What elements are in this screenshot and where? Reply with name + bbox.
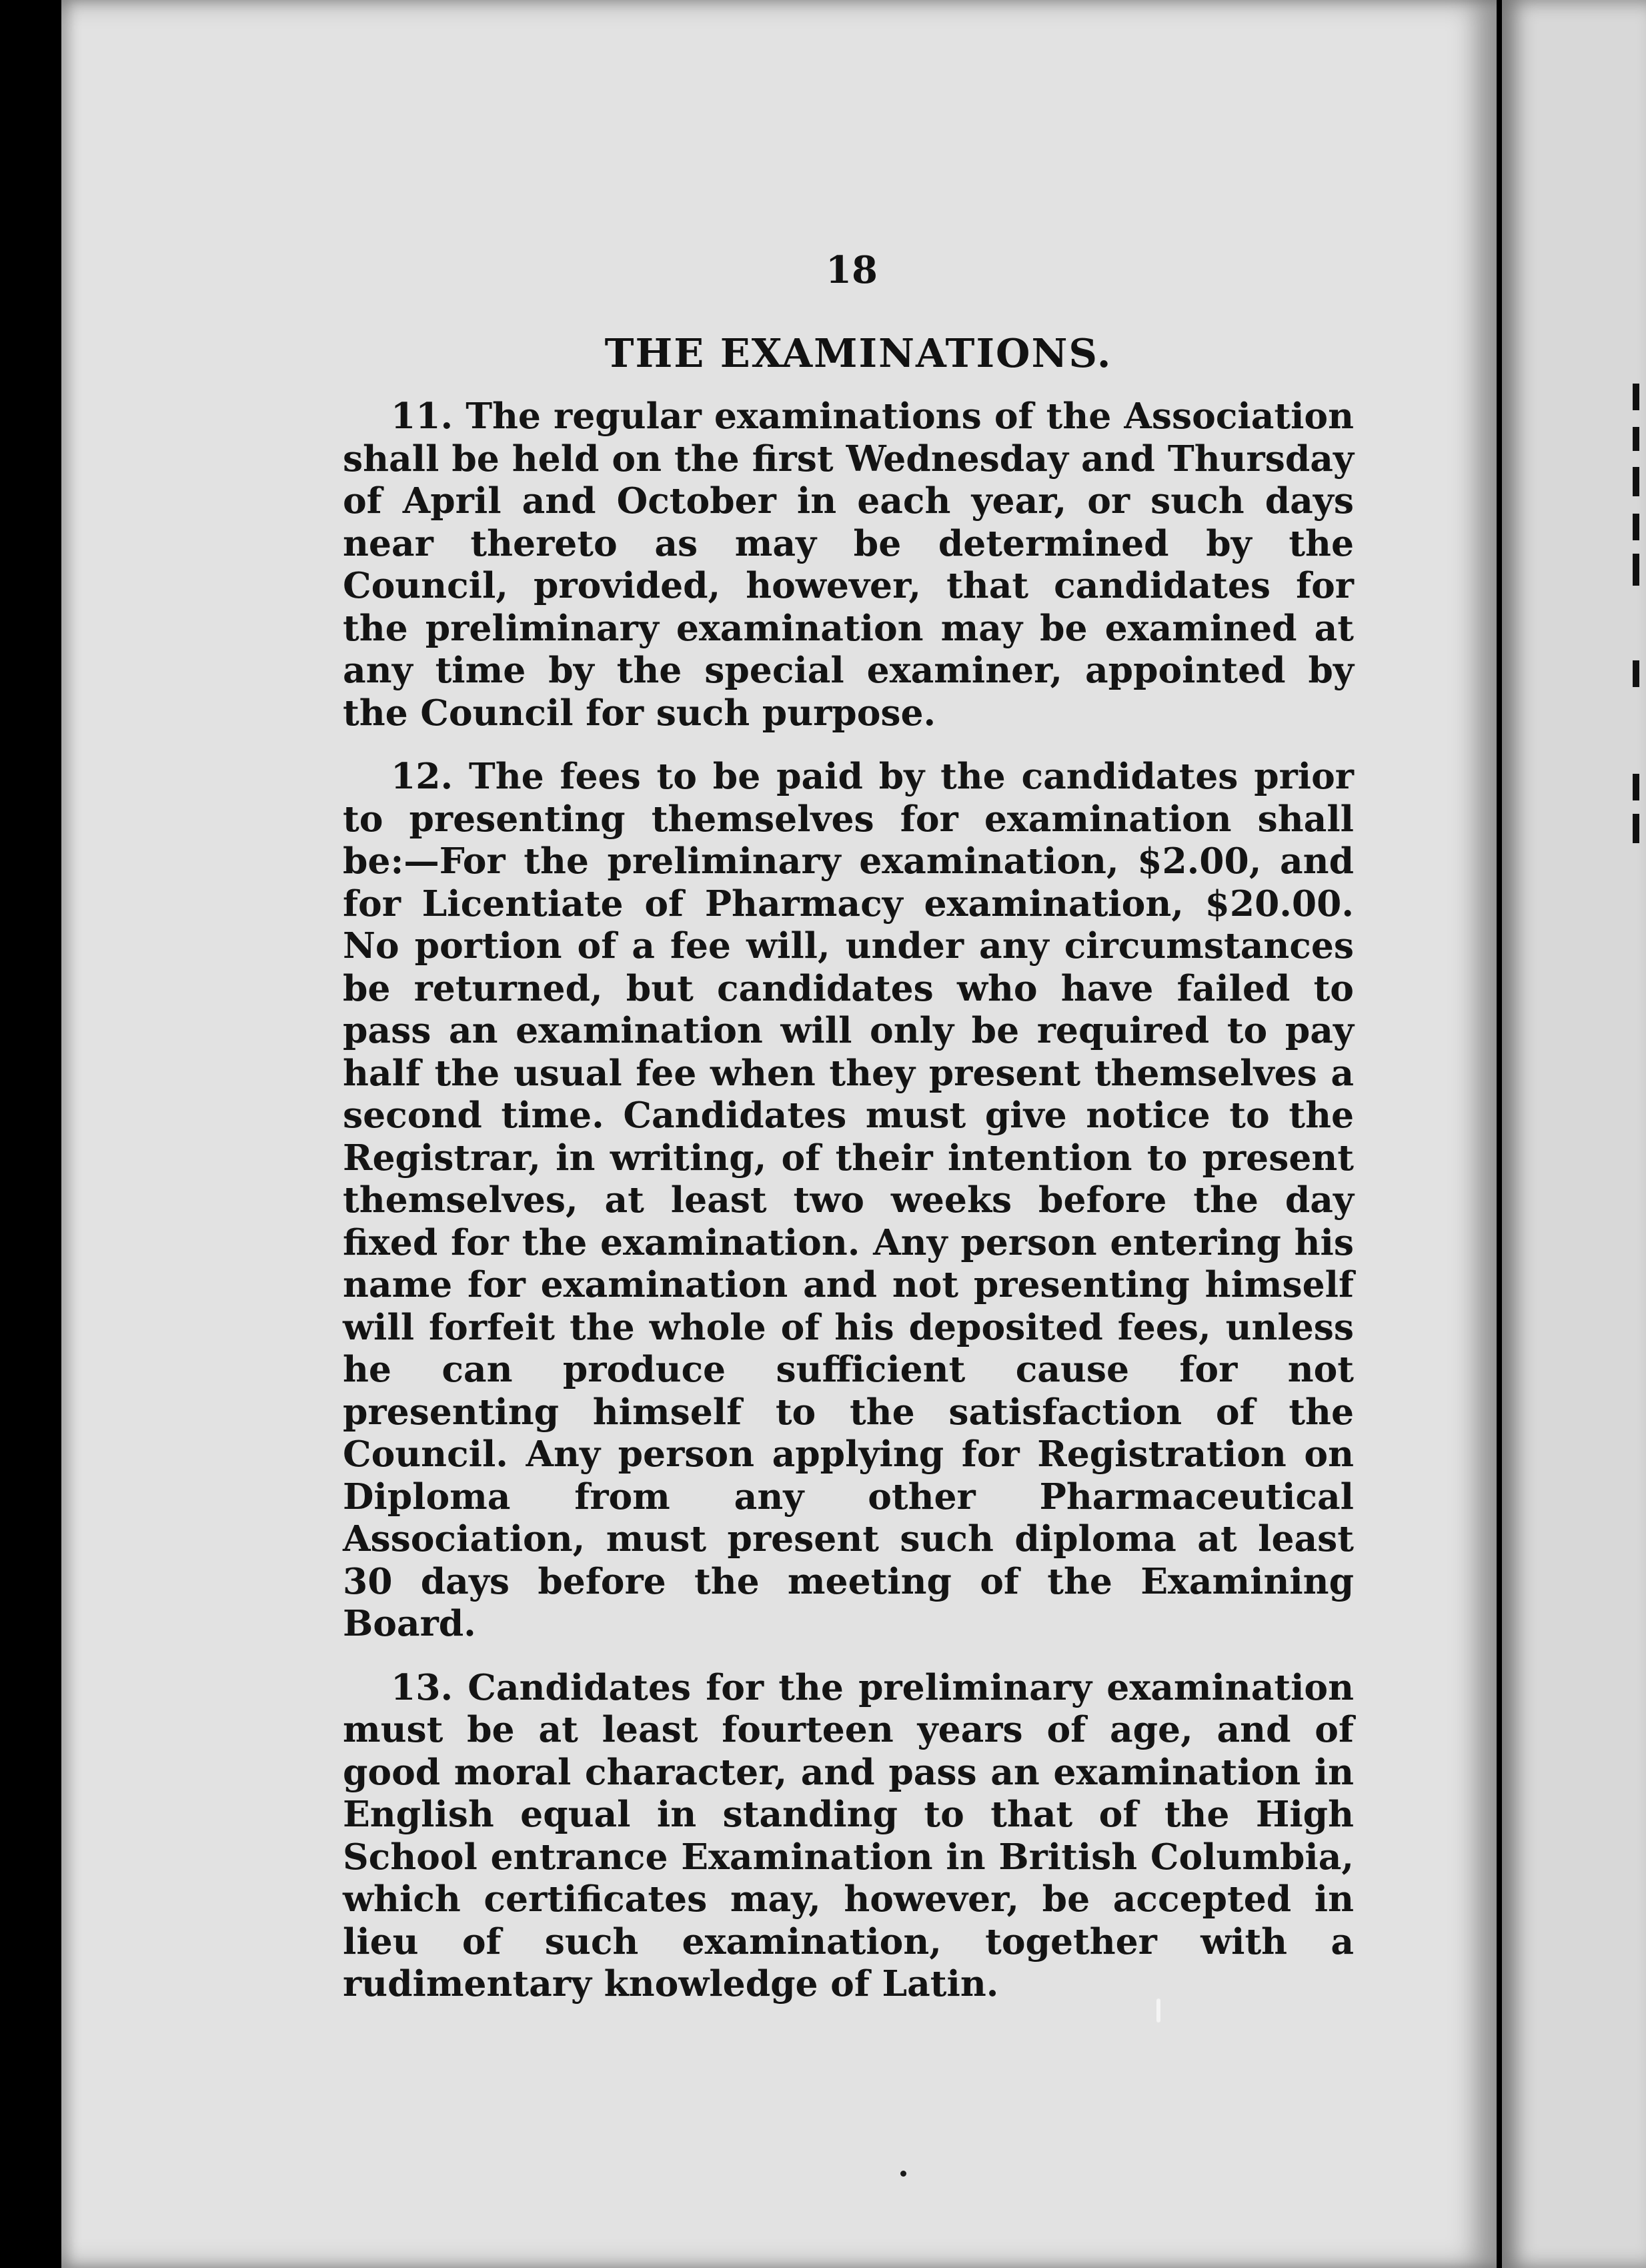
- edge-ink-mark: [1633, 774, 1639, 800]
- page-number: 18: [826, 248, 878, 292]
- paragraph-13: 13. Candidates for the preliminary examination must be at least fourteen years of age, and of good moral character, and pass an examination in English equal in standing to that of the High School entrance Examination in British Columbia, which certificates may, however, be accepted in lieu of such examination, together with a rudimentary knowledge of Latin.: [343, 1666, 1354, 2005]
- paragraph-12: 12. The fees to be paid by the candidates prior to presenting themselves for examination shall be:—For the preliminary examination, $2.00, and for Licentiate of Pharmacy examination, $20.00. No portion of a fee will, under any circumstances be returned, but candidates who have failed to pass an examination will only be required to pay half the usual fee when they present themselves a second time. Candidates must give notice to the Registrar, in writing, of their intention to present themselves, at least two weeks before the day fixed for the examination. Any person entering his name for examination and not presenting himself will forfeit the whole of his deposited fees, unless he can produce sufficient cause for not presenting himself to the satisfaction of the Council. Any person applying for Registration on Diploma from any other Pharmaceutical Association, must present such diploma at least 30 days before the meeting of the Examining Board.: [343, 755, 1354, 1644]
- paragraph-11: 11. The regular examinations of the Association shall be held on the first Wednesday and Thursday of April and October in each year, or such days near thereto as may be determined by the Council, provided, however, that candidates for the preliminary examination may be examined at any time by the special examiner, appointed by the Council for such purpose.: [343, 395, 1354, 734]
- print-speck: [900, 2171, 906, 2177]
- edge-ink-mark: [1633, 554, 1639, 586]
- page-body: [343, 395, 1354, 2027]
- edge-ink-mark: [1633, 660, 1639, 687]
- book-page: [61, 0, 1497, 2268]
- print-speck: [1156, 1999, 1160, 2023]
- edge-ink-mark: [1633, 384, 1639, 410]
- edge-ink-mark: [1633, 427, 1639, 451]
- edge-ink-mark: [1633, 467, 1639, 496]
- adjacent-page-edge: [1502, 0, 1646, 2268]
- edge-ink-mark: [1633, 814, 1639, 843]
- section-title: THE EXAMINATIONS.: [604, 330, 1112, 376]
- edge-ink-mark: [1633, 514, 1639, 540]
